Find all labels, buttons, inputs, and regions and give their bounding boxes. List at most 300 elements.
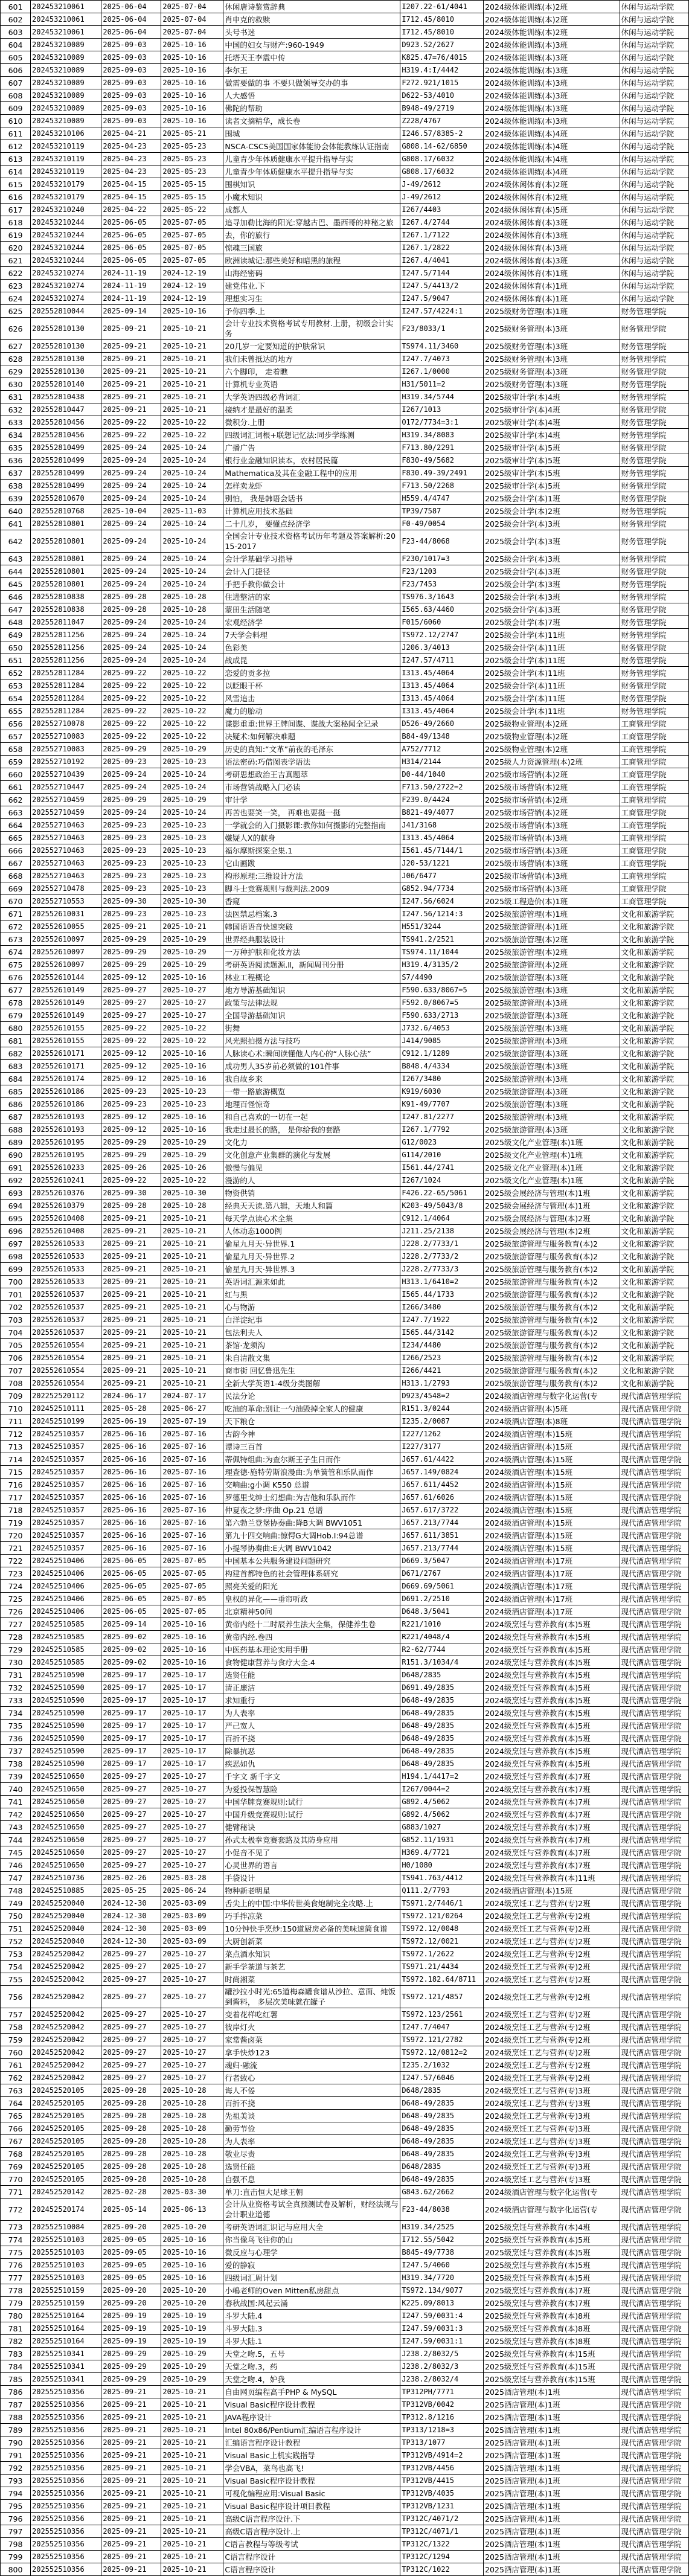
cell-borrow-date: 2025-04-23 bbox=[101, 140, 161, 153]
cell-borrow-date: 2025-09-21 bbox=[101, 1326, 161, 1339]
cell-reader-id: 202452510590 bbox=[31, 1694, 101, 1707]
cell-class: 2024级酒店管理(本)15班 bbox=[484, 1428, 620, 1441]
cell-due-date: 2025-10-16 bbox=[161, 77, 223, 89]
cell-row-number: 710 bbox=[1, 1402, 31, 1415]
cell-book-title: 文化力 bbox=[223, 1136, 400, 1149]
cell-due-date: 2025-07-05 bbox=[161, 1605, 223, 1618]
cell-reader-id: 202452520142 bbox=[31, 2186, 101, 2199]
cell-due-date: 2025-10-28 bbox=[161, 603, 223, 616]
cell-college: 文化和旅游学院 bbox=[620, 971, 688, 984]
cell-call-number: TS941.2/2521 bbox=[400, 933, 484, 946]
cell-book-title: 建党伟业.下 bbox=[223, 280, 400, 292]
cell-class: 2024级酒店管理(本)15班 bbox=[484, 1491, 620, 1504]
cell-book-title: 黄帝内经十二时辰养生法大全集，保健养生卷 bbox=[223, 1618, 400, 1631]
cell-due-date: 2025-10-22 bbox=[161, 679, 223, 692]
cell-book-title: 仲夏夜之梦:序曲 Op.21 总谱 bbox=[223, 1504, 400, 1517]
cell-call-number: J-49/2612 bbox=[400, 178, 484, 191]
cell-reader-id: 202552810801 bbox=[31, 553, 101, 565]
cell-borrow-date: 2025-09-21 bbox=[101, 2538, 161, 2551]
cell-college: 文化和旅游学院 bbox=[620, 946, 688, 959]
cell-due-date: 2025-10-29 bbox=[161, 2373, 223, 2386]
cell-due-date: 2025-10-26 bbox=[161, 1161, 223, 1174]
table-row bbox=[1, 1314, 689, 1326]
cell-class: 2024级酒店管理(本)17班 bbox=[484, 1580, 620, 1593]
cell-call-number: TP312VB/4415 bbox=[400, 2475, 484, 2487]
table-row bbox=[1, 216, 689, 229]
cell-due-date: 2025-10-24 bbox=[161, 442, 223, 454]
cell-row-number: 760 bbox=[1, 2046, 31, 2059]
cell-row-number: 787 bbox=[1, 2398, 31, 2411]
table-row bbox=[1, 165, 689, 178]
cell-college: 现代酒店管理学院 bbox=[620, 2097, 688, 2110]
cell-book-title: 漫游的人 bbox=[223, 1174, 400, 1187]
cell-college: 休闲与运动学院 bbox=[620, 102, 688, 115]
cell-reader-id: 202552810447 bbox=[31, 403, 101, 416]
cell-class: 2025级烹饪与营养教育(本)15班 bbox=[484, 2348, 620, 2360]
cell-row-number: 761 bbox=[1, 2059, 31, 2072]
cell-due-date: 2025-03-28 bbox=[161, 1872, 223, 1884]
cell-due-date: 2025-07-16 bbox=[161, 1491, 223, 1504]
cell-borrow-date: 2025-09-02 bbox=[101, 1643, 161, 1656]
cell-class: 2025级旅游管理(本)3班 bbox=[484, 1060, 620, 1073]
table-row bbox=[1, 2072, 689, 2084]
cell-call-number: D691.2/2510 bbox=[400, 1593, 484, 1605]
cell-class: 2024级酒店管理(本)5班 bbox=[484, 1402, 620, 1415]
cell-class: 2024级休闲体育(本)2班 bbox=[484, 178, 620, 191]
cell-college: 现代酒店管理学院 bbox=[620, 1491, 688, 1504]
cell-book-title: 围棋知识 bbox=[223, 178, 400, 191]
cell-reader-id: 202552710439 bbox=[31, 768, 101, 781]
table-row bbox=[1, 2221, 689, 2234]
table-row bbox=[1, 2398, 689, 2411]
table-row bbox=[1, 1783, 689, 1796]
cell-college: 财务管理学院 bbox=[620, 429, 688, 442]
table-row bbox=[1, 933, 689, 946]
cell-reader-id: 202453210240 bbox=[31, 204, 101, 216]
cell-college: 现代酒店管理学院 bbox=[620, 2221, 688, 2234]
cell-college: 休闲与运动学院 bbox=[620, 140, 688, 153]
cell-book-title: 春秋战国:风起云涌 bbox=[223, 2297, 400, 2310]
cell-row-number: 785 bbox=[1, 2373, 31, 2386]
cell-row-number: 607 bbox=[1, 77, 31, 89]
table-row bbox=[1, 1948, 689, 1961]
cell-reader-id: 202552610171 bbox=[31, 1047, 101, 1060]
cell-due-date: 2025-10-23 bbox=[161, 908, 223, 920]
cell-book-title: 全新大学英语1-4级分类图解 bbox=[223, 1377, 400, 1390]
cell-class: 2025级会计学(本)11班 bbox=[484, 629, 620, 641]
cell-reader-id: 202552610376 bbox=[31, 1187, 101, 1200]
cell-book-title: 选贤任能 bbox=[223, 1669, 400, 1681]
cell-due-date: 2025-07-05 bbox=[161, 229, 223, 242]
table-row bbox=[1, 51, 689, 64]
cell-call-number: J06/6477 bbox=[400, 870, 484, 882]
cell-class: 2025酒店管理(本)1班 bbox=[484, 2563, 620, 2576]
cell-book-title: 英语词汇源来如此 bbox=[223, 1276, 400, 1288]
table-row bbox=[1, 1200, 689, 1212]
table-row bbox=[1, 1479, 689, 1491]
table-row bbox=[1, 2272, 689, 2284]
cell-reader-id: 202552510103 bbox=[31, 2234, 101, 2246]
cell-class: 2024级酒店管理(本)15班 bbox=[484, 1529, 620, 1542]
cell-class: 2025级市场营销(本)2班 bbox=[484, 768, 620, 781]
cell-call-number: D648-49/2835 bbox=[400, 2148, 484, 2160]
cell-book-title: 心与物游 bbox=[223, 1301, 400, 1314]
cell-book-title: 每天学点读心术全集 bbox=[223, 1212, 400, 1225]
cell-college: 现代酒店管理学院 bbox=[620, 1910, 688, 1922]
cell-book-title: 魔力的胎动 bbox=[223, 705, 400, 718]
cell-row-number: 700 bbox=[1, 1276, 31, 1288]
cell-reader-id: 202552510341 bbox=[31, 2373, 101, 2386]
cell-call-number: H319.34/2525 bbox=[400, 2221, 484, 2234]
table-row bbox=[1, 1884, 689, 1897]
cell-book-title: 变着花样吃红薯 bbox=[223, 2008, 400, 2021]
cell-borrow-date: 2025-09-29 bbox=[101, 1149, 161, 1161]
cell-class: 2024级烹饪与营养教育(本)7班 bbox=[484, 1821, 620, 1834]
cell-reader-id: 202552610155 bbox=[31, 1035, 101, 1047]
cell-book-title: Intel 80x86/Pentium汇编语言程序设计 bbox=[223, 2424, 400, 2436]
cell-row-number: 651 bbox=[1, 654, 31, 667]
cell-book-title: 百折不挠 bbox=[223, 1732, 400, 1745]
cell-call-number: K203-49/5043/8 bbox=[400, 1200, 484, 1212]
table-row bbox=[1, 679, 689, 692]
cell-book-title: 斗罗大陆.1 bbox=[223, 2335, 400, 2348]
cell-reader-id: 202453210119 bbox=[31, 165, 101, 178]
table-row bbox=[1, 2551, 689, 2563]
cell-row-number: 779 bbox=[1, 2297, 31, 2310]
cell-class: 2025级审计学(本)5班 bbox=[484, 442, 620, 454]
cell-class: 2025级旅游管理与服务教育(本)2 bbox=[484, 1238, 620, 1250]
cell-row-number: 721 bbox=[1, 1542, 31, 1555]
cell-call-number: TP312VB/0042 bbox=[400, 2398, 484, 2411]
table-row bbox=[1, 1136, 689, 1149]
cell-college: 休闲与运动学院 bbox=[620, 292, 688, 305]
cell-due-date: 2025-10-24 bbox=[161, 492, 223, 505]
cell-due-date: 2025-10-23 bbox=[161, 857, 223, 870]
cell-due-date: 2025-10-21 bbox=[161, 1301, 223, 1314]
cell-borrow-date: 2025-09-27 bbox=[101, 1783, 161, 1796]
table-row bbox=[1, 1555, 689, 1567]
cell-due-date: 2025-10-28 bbox=[161, 2135, 223, 2148]
cell-college: 现代酒店管理学院 bbox=[620, 2272, 688, 2284]
cell-row-number: 740 bbox=[1, 1783, 31, 1796]
cell-reader-id: 202552810044 bbox=[31, 305, 101, 318]
cell-borrow-date: 2025-09-19 bbox=[101, 2335, 161, 2348]
table-row bbox=[1, 1377, 689, 1390]
cell-reader-id: 202552610533 bbox=[31, 1238, 101, 1250]
cell-row-number: 639 bbox=[1, 492, 31, 505]
cell-borrow-date: 2025-09-02 bbox=[101, 1656, 161, 1669]
cell-reader-id: 202552710463 bbox=[31, 870, 101, 882]
cell-book-title: 色彩美 bbox=[223, 641, 400, 654]
cell-reader-id: 202552510356 bbox=[31, 2411, 101, 2424]
table-row bbox=[1, 1263, 689, 1276]
cell-call-number: I313.45/4064 bbox=[400, 832, 484, 844]
cell-class: 2025级会计学(本)3班 bbox=[484, 603, 620, 616]
cell-college: 现代酒店管理学院 bbox=[620, 1643, 688, 1656]
table-row bbox=[1, 2411, 689, 2424]
cell-borrow-date: 2025-09-20 bbox=[101, 2221, 161, 2234]
cell-book-title: 爱的静寂 bbox=[223, 2259, 400, 2272]
cell-call-number: H551/3244 bbox=[400, 920, 484, 933]
cell-reader-id: 202552810499 bbox=[31, 480, 101, 492]
table-row bbox=[1, 997, 689, 1009]
cell-book-title: 计算机专业英语 bbox=[223, 378, 400, 391]
cell-due-date: 2025-10-16 bbox=[161, 971, 223, 984]
cell-due-date: 2025-10-22 bbox=[161, 667, 223, 679]
cell-college: 现代酒店管理学院 bbox=[620, 2246, 688, 2259]
cell-borrow-date: 2025-09-29 bbox=[101, 794, 161, 806]
cell-borrow-date: 2025-09-21 bbox=[101, 1364, 161, 1377]
cell-class: 2025级审计学(本)5班 bbox=[484, 467, 620, 480]
cell-due-date: 2025-10-21 bbox=[161, 2436, 223, 2449]
cell-college: 文化和旅游学院 bbox=[620, 920, 688, 933]
table-row bbox=[1, 1910, 689, 1922]
cell-due-date: 2025-10-21 bbox=[161, 340, 223, 353]
cell-row-number: 629 bbox=[1, 365, 31, 378]
cell-reader-id: 202452510357 bbox=[31, 1529, 101, 1542]
cell-book-title: 大厨创新菜 bbox=[223, 1935, 400, 1948]
cell-college: 现代酒店管理学院 bbox=[620, 1390, 688, 1402]
cell-borrow-date: 2025-09-29 bbox=[101, 933, 161, 946]
cell-call-number: J657.617/3722 bbox=[400, 1504, 484, 1517]
cell-call-number: J206.3/4013 bbox=[400, 641, 484, 654]
cell-row-number: 688 bbox=[1, 1123, 31, 1136]
cell-due-date: 2025-10-21 bbox=[161, 1250, 223, 1263]
cell-reader-id: 202552610537 bbox=[31, 1326, 101, 1339]
cell-due-date: 2025-10-21 bbox=[161, 365, 223, 378]
table-row bbox=[1, 2046, 689, 2059]
cell-call-number: D526-49/2660 bbox=[400, 718, 484, 730]
cell-borrow-date: 2024-11-19 bbox=[101, 292, 161, 305]
cell-college: 财务管理学院 bbox=[620, 505, 688, 518]
cell-due-date: 2025-10-21 bbox=[161, 2424, 223, 2436]
table-row bbox=[1, 2373, 689, 2386]
cell-call-number: H319.34/5744 bbox=[400, 391, 484, 403]
cell-borrow-date: 2025-09-05 bbox=[101, 2246, 161, 2259]
cell-due-date: 2025-10-21 bbox=[161, 1276, 223, 1288]
cell-reader-id: 202552610174 bbox=[31, 1073, 101, 1085]
cell-reader-id: 202552810670 bbox=[31, 492, 101, 505]
cell-row-number: 753 bbox=[1, 1948, 31, 1961]
cell-book-title: 吃油的革命:别让一勺油毁掉全家人的健康 bbox=[223, 1402, 400, 1415]
cell-class: 2025级会计学(本)7班 bbox=[484, 616, 620, 629]
cell-call-number: I267.1/7792 bbox=[400, 1123, 484, 1136]
cell-row-number: 611 bbox=[1, 127, 31, 140]
cell-book-title: 巧手拌凉菜 bbox=[223, 1910, 400, 1922]
cell-row-number: 668 bbox=[1, 870, 31, 882]
cell-reader-id: 202552710463 bbox=[31, 819, 101, 832]
cell-call-number: F23/8033/1 bbox=[400, 318, 484, 340]
cell-row-number: 604 bbox=[1, 39, 31, 51]
cell-reader-id: 202453210119 bbox=[31, 153, 101, 165]
cell-call-number: H313.1/6410=2 bbox=[400, 1276, 484, 1288]
cell-college: 财务管理学院 bbox=[620, 616, 688, 629]
cell-call-number: J657.611/4452 bbox=[400, 1479, 484, 1491]
cell-reader-id: 202552510356 bbox=[31, 2563, 101, 2576]
cell-due-date: 2025-10-27 bbox=[161, 2021, 223, 2034]
table-row bbox=[1, 1872, 689, 1884]
cell-book-title: 广播广告 bbox=[223, 442, 400, 454]
cell-borrow-date: 2024-12-30 bbox=[101, 1910, 161, 1922]
table-row bbox=[1, 1491, 689, 1504]
cell-borrow-date: 2025-09-21 bbox=[101, 2513, 161, 2525]
cell-reader-id: 202452510650 bbox=[31, 1821, 101, 1834]
cell-college: 财务管理学院 bbox=[620, 518, 688, 530]
cell-call-number: TS974.11/3460 bbox=[400, 340, 484, 353]
table-row bbox=[1, 140, 689, 153]
table-row bbox=[1, 115, 689, 127]
cell-college: 工商管理学院 bbox=[620, 768, 688, 781]
cell-due-date: 2025-10-16 bbox=[161, 102, 223, 115]
cell-reader-id: 202552810130 bbox=[31, 365, 101, 378]
cell-call-number: F713.80/2291 bbox=[400, 442, 484, 454]
cell-book-title: 求知重行 bbox=[223, 1694, 400, 1707]
table-row bbox=[1, 819, 689, 832]
cell-reader-id: 202453210061 bbox=[31, 13, 101, 26]
cell-class: 2024级体能训练(本)4班 bbox=[484, 127, 620, 140]
cell-college: 现代酒店管理学院 bbox=[620, 1783, 688, 1796]
table-row bbox=[1, 654, 689, 667]
cell-college: 文化和旅游学院 bbox=[620, 1326, 688, 1339]
cell-row-number: 686 bbox=[1, 1098, 31, 1111]
cell-college: 现代酒店管理学院 bbox=[620, 1555, 688, 1567]
table-row bbox=[1, 280, 689, 292]
cell-book-title: 恋爱的贡多拉 bbox=[223, 667, 400, 679]
cell-college: 文化和旅游学院 bbox=[620, 1352, 688, 1364]
cell-book-title: 人大感悟 bbox=[223, 89, 400, 102]
table-row bbox=[1, 1187, 689, 1200]
cell-reader-id: 202552610155 bbox=[31, 1022, 101, 1035]
cell-call-number: I267.1/0000 bbox=[400, 365, 484, 378]
table-row bbox=[1, 1161, 689, 1174]
cell-reader-id: 202552710553 bbox=[31, 895, 101, 908]
cell-due-date: 2025-10-21 bbox=[161, 2462, 223, 2475]
cell-reader-id: 202552810801 bbox=[31, 530, 101, 553]
cell-college: 财务管理学院 bbox=[620, 565, 688, 578]
cell-class: 2025级旅游管理与服务教育(本)2 bbox=[484, 1263, 620, 1276]
cell-borrow-date: 2025-09-21 bbox=[101, 1276, 161, 1288]
cell-class: 2024级烹饪工艺与营养(专)2班 bbox=[484, 1922, 620, 1935]
cell-due-date: 2025-10-27 bbox=[161, 1783, 223, 1796]
cell-row-number: 655 bbox=[1, 705, 31, 718]
cell-due-date: 2025-10-28 bbox=[161, 2122, 223, 2135]
cell-due-date: 2025-10-24 bbox=[161, 641, 223, 654]
table-row bbox=[1, 1758, 689, 1770]
cell-book-title: C语言程序设计 bbox=[223, 2551, 400, 2563]
cell-due-date: 2025-10-20 bbox=[161, 2297, 223, 2310]
cell-borrow-date: 2025-06-16 bbox=[101, 1466, 161, 1479]
cell-due-date: 2025-10-16 bbox=[161, 2234, 223, 2246]
cell-due-date: 2025-10-27 bbox=[161, 1834, 223, 1846]
cell-due-date: 2025-05-23 bbox=[161, 153, 223, 165]
cell-borrow-date: 2025-09-29 bbox=[101, 946, 161, 959]
cell-borrow-date: 2025-09-20 bbox=[101, 2297, 161, 2310]
cell-call-number: TS972.12/2747 bbox=[400, 629, 484, 641]
cell-college: 工商管理学院 bbox=[620, 743, 688, 756]
cell-row-number: 640 bbox=[1, 505, 31, 518]
cell-college: 现代酒店管理学院 bbox=[620, 1441, 688, 1453]
cell-college: 休闲与运动学院 bbox=[620, 13, 688, 26]
cell-college: 现代酒店管理学院 bbox=[620, 1796, 688, 1808]
cell-book-title: 天下粮仓 bbox=[223, 1415, 400, 1428]
cell-class: 2025级会展经济与管理(本)1班 bbox=[484, 1187, 620, 1200]
cell-row-number: 780 bbox=[1, 2310, 31, 2322]
table-row bbox=[1, 2059, 689, 2072]
table-row bbox=[1, 616, 689, 629]
cell-call-number: H319.4:I/4442 bbox=[400, 64, 484, 77]
cell-row-number: 614 bbox=[1, 165, 31, 178]
cell-class: 2024级体能训练(本)3班 bbox=[484, 102, 620, 115]
table-row bbox=[1, 2386, 689, 2398]
cell-college: 财务管理学院 bbox=[620, 492, 688, 505]
cell-college: 现代酒店管理学院 bbox=[620, 2424, 688, 2436]
cell-call-number: D669.69/5061 bbox=[400, 1580, 484, 1593]
cell-due-date: 2025-07-04 bbox=[161, 13, 223, 26]
cell-book-title: 语法密码:巧借图表学语法 bbox=[223, 756, 400, 768]
table-row bbox=[1, 2449, 689, 2462]
table-row bbox=[1, 718, 689, 730]
table-row bbox=[1, 1821, 689, 1834]
cell-row-number: 627 bbox=[1, 340, 31, 353]
cell-reader-id: 202452510357 bbox=[31, 1428, 101, 1441]
table-row bbox=[1, 844, 689, 857]
cell-reader-id: 202452510406 bbox=[31, 1580, 101, 1593]
cell-college: 现代酒店管理学院 bbox=[620, 2122, 688, 2135]
cell-class: 2025级旅游管理(本)3班 bbox=[484, 1085, 620, 1098]
table-row bbox=[1, 292, 689, 305]
cell-reader-id: 202552610195 bbox=[31, 1149, 101, 1161]
cell-book-title: 儿童青少年体质健康水平提升指导与实 bbox=[223, 165, 400, 178]
cell-call-number: D671/2767 bbox=[400, 1567, 484, 1580]
cell-call-number: D648-49/2835 bbox=[400, 2110, 484, 2122]
table-row bbox=[1, 667, 689, 679]
cell-book-title: 微积分.上册 bbox=[223, 416, 400, 429]
cell-row-number: 656 bbox=[1, 718, 31, 730]
cell-class: 2024级烹饪与营养教育(本)5班 bbox=[484, 1707, 620, 1720]
cell-due-date: 2025-10-27 bbox=[161, 1808, 223, 1821]
cell-book-title: 黄帝内经.卷四 bbox=[223, 1631, 400, 1643]
cell-call-number: J211.25/2138 bbox=[400, 1225, 484, 1238]
table-row bbox=[1, 492, 689, 505]
cell-row-number: 712 bbox=[1, 1428, 31, 1441]
cell-call-number: I712.45/8010 bbox=[400, 13, 484, 26]
cell-reader-id: 202552510356 bbox=[31, 2500, 101, 2513]
cell-college: 现代酒店管理学院 bbox=[620, 2310, 688, 2322]
cell-row-number: 608 bbox=[1, 89, 31, 102]
table-row bbox=[1, 530, 689, 553]
cell-book-title: 中国升级竞赛规则:试行 bbox=[223, 1808, 400, 1821]
cell-due-date: 2025-10-24 bbox=[161, 768, 223, 781]
cell-reader-id: 202552810801 bbox=[31, 518, 101, 530]
cell-class: 2024级休闲体育(本)1班 bbox=[484, 267, 620, 280]
cell-college: 现代酒店管理学院 bbox=[620, 2360, 688, 2373]
table-row bbox=[1, 2008, 689, 2021]
cell-reader-id: 202552610097 bbox=[31, 959, 101, 971]
cell-college: 现代酒店管理学院 bbox=[620, 1428, 688, 1441]
cell-due-date: 2025-07-04 bbox=[161, 26, 223, 39]
cell-due-date: 2025-10-16 bbox=[161, 1073, 223, 1085]
cell-call-number: TS972.182.64/8711 bbox=[400, 1973, 484, 1986]
cell-row-number: 601 bbox=[1, 1, 31, 13]
cell-class: 2025级会计学(本)3班 bbox=[484, 591, 620, 603]
cell-college: 工商管理学院 bbox=[620, 794, 688, 806]
cell-due-date: 2025-10-27 bbox=[161, 1009, 223, 1022]
cell-class: 2024级烹饪工艺与营养(专)2班 bbox=[484, 1986, 620, 2008]
cell-row-number: 628 bbox=[1, 353, 31, 365]
cell-due-date: 2025-07-16 bbox=[161, 1504, 223, 1517]
cell-borrow-date: 2025-09-27 bbox=[101, 1846, 161, 1859]
cell-college: 现代酒店管理学院 bbox=[620, 2173, 688, 2186]
